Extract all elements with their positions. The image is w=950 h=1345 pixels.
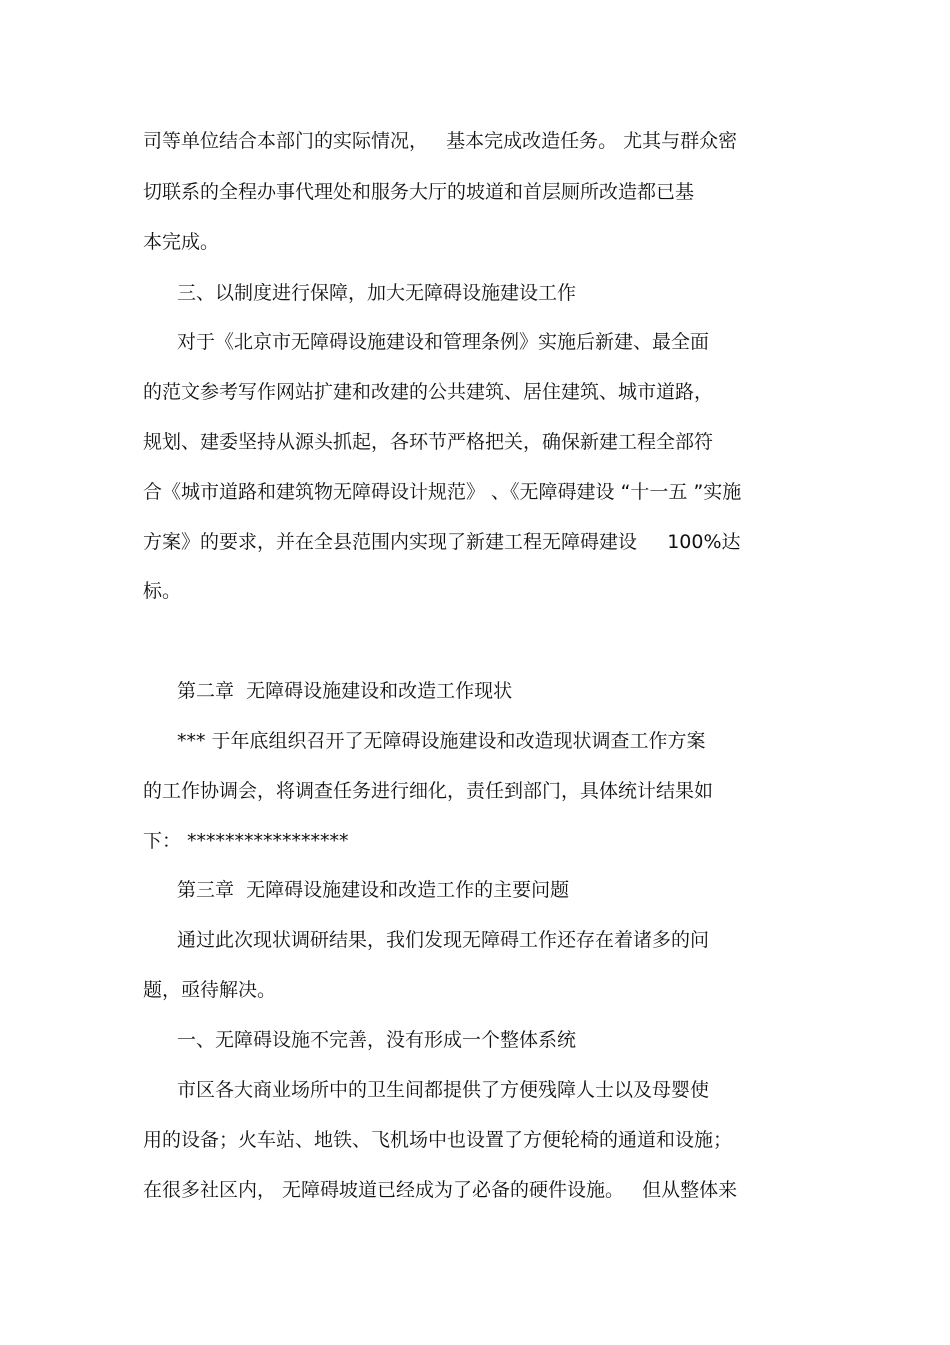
text-line: 用的设备；火车站、地铁、飞机场中也设置了方便轮椅的通道和设施； [143, 1129, 733, 1151]
text-line: 标。 [143, 580, 182, 602]
text-line: 司等单位结合本部门的实际情况， 基本完成改造任务。 尤其与群众密 [143, 130, 738, 152]
text-line: 通过此次现状调研结果，我们发现无障碍工作还存在着诸多的问 [177, 929, 710, 951]
text-line: 下： ***************** [143, 830, 349, 852]
text-line: 在很多社区内， 无障碍坡道已经成为了必备的硬件设施。 但从整体来 [143, 1179, 738, 1201]
text-line: 的工作协调会，将调查任务进行细化，责任到部门，具体统计结果如 [143, 780, 714, 802]
text-line: *** 于年底组织召开了无障碍设施建设和改造现状调查工作方案 [177, 730, 706, 752]
chapter-heading: 第三章 无障碍设施建设和改造工作的主要问题 [177, 879, 570, 901]
text-line: 对于《北京市无障碍设施建设和管理条例》实施后新建、最全面 [177, 331, 710, 353]
section-heading: 三、以制度进行保障，加大无障碍设施建设工作 [177, 282, 577, 304]
text-line: 合《城市道路和建筑物无障碍设计规范》 、《无障碍建设 “十一五 ”实施 [143, 481, 742, 503]
text-line: 切联系的全程办事代理处和服务大厅的坡道和首层厕所改造都已基 [143, 181, 695, 203]
text-line: 的范文参考写作网站扩建和改建的公共建筑、居住建筑、城市道路， [143, 381, 714, 403]
section-heading: 一、无障碍设施不完善，没有形成一个整体系统 [177, 1029, 577, 1051]
text-line: 方案》的要求，并在全县范围内实现了新建工程无障碍建设 100%达 [143, 531, 741, 553]
text-line: 规划、建委坚持从源头抓起，各环节严格把关，确保新建工程全部符 [143, 431, 714, 453]
text-line: 市区各大商业场所中的卫生间都提供了方便残障人士以及母婴使 [177, 1079, 710, 1101]
text-line: 题，亟待解决。 [143, 979, 277, 1001]
chapter-heading: 第二章 无障碍设施建设和改造工作现状 [177, 680, 513, 702]
text-line: 本完成。 [143, 231, 220, 253]
